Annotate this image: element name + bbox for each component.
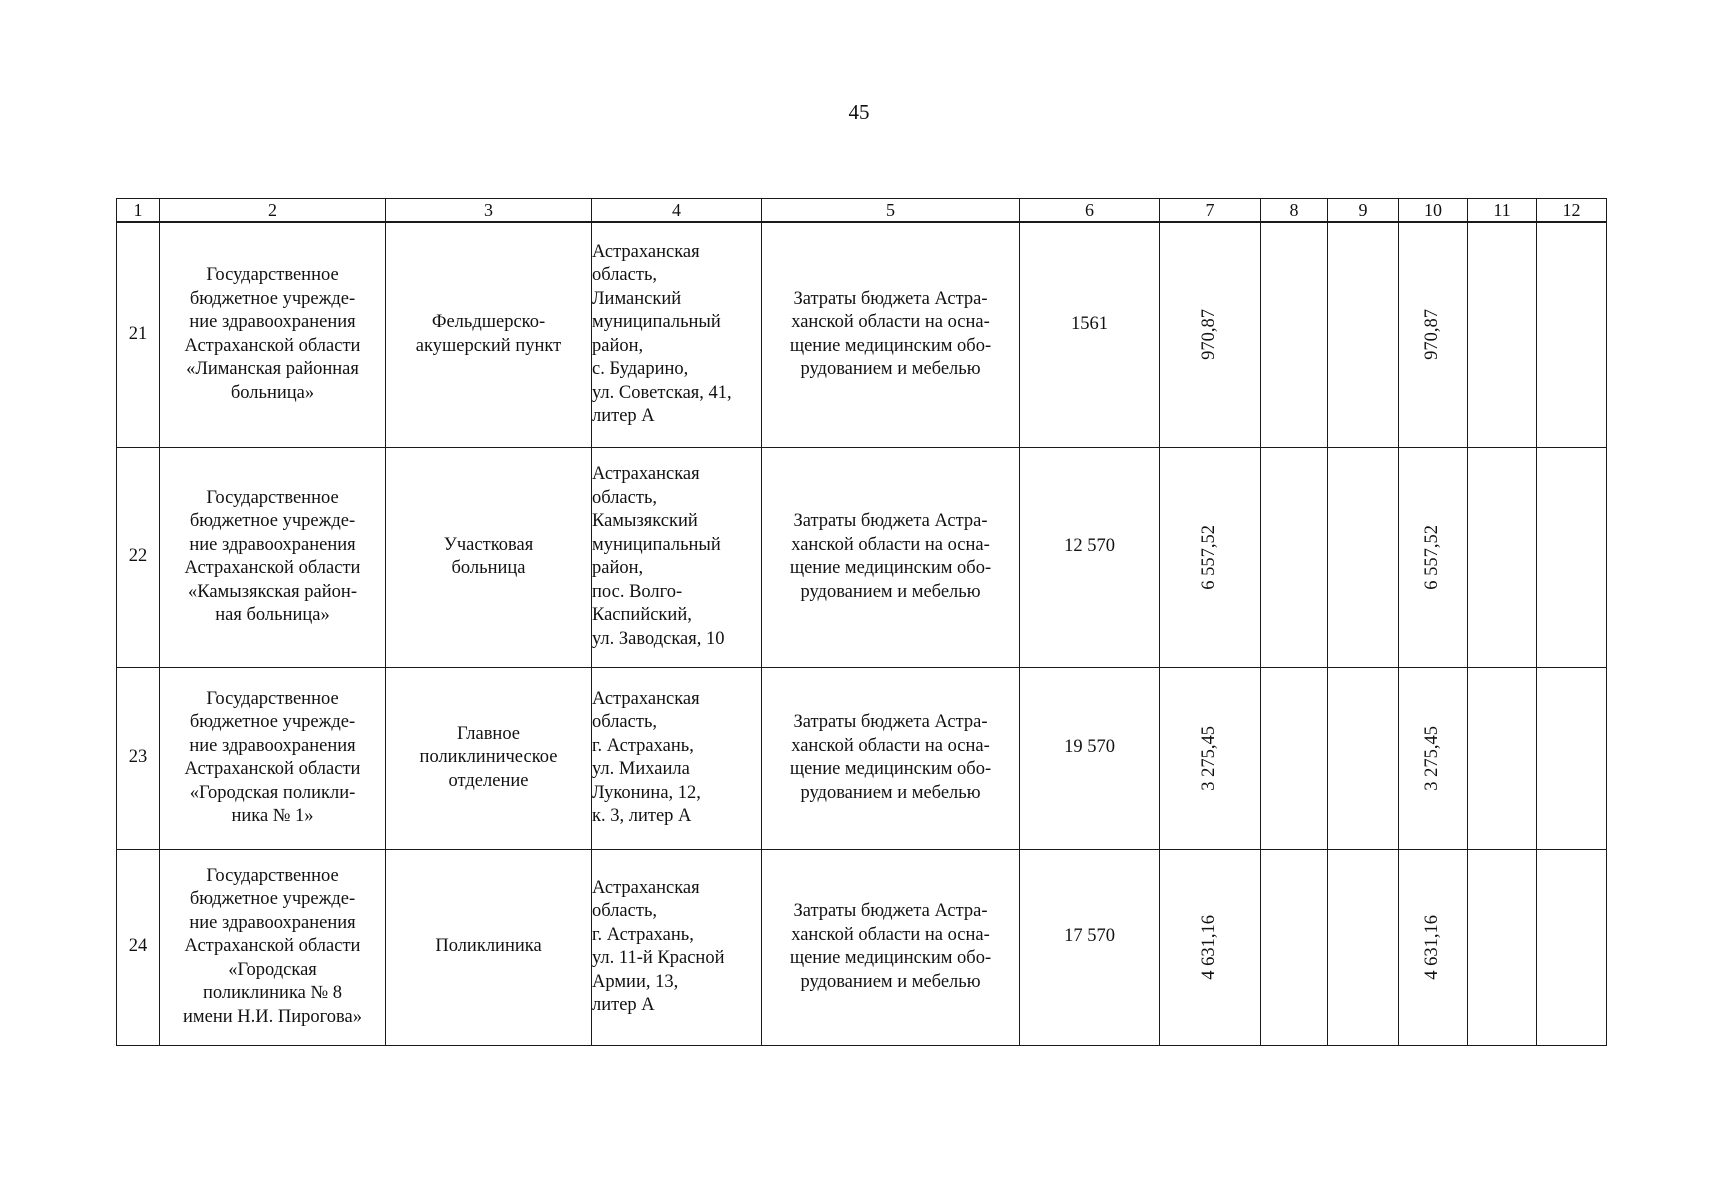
col8-cell — [1261, 849, 1328, 1045]
area-cell — [1020, 849, 1160, 1045]
row-number: 24 — [128, 936, 148, 957]
address-cell — [592, 222, 762, 447]
purpose: Затраты бюджета Астра- ханской области на осна- щение медицинским обо- рудованием и мебелью — [789, 901, 992, 992]
col9-cell — [1328, 667, 1399, 849]
column-header: 4 — [592, 199, 762, 223]
col7-value: 3 275,45 — [1199, 725, 1220, 791]
area-cell — [1020, 222, 1160, 447]
col11-cell — [1468, 667, 1537, 849]
column-header: 9 — [1328, 199, 1399, 223]
column-header: 7 — [1160, 199, 1261, 223]
purpose-cell — [762, 447, 1020, 667]
col9-cell — [1328, 447, 1399, 667]
row-number-cell — [117, 849, 160, 1045]
col9-cell — [1328, 222, 1399, 447]
facility-type: Главное поликлиническое отделение — [419, 723, 558, 791]
facility-type: Фельдшерско- акушерский пункт — [415, 312, 562, 356]
facility-type-cell — [386, 447, 592, 667]
column-header: 2 — [160, 199, 386, 223]
organization-cell — [160, 849, 386, 1045]
column-header: 5 — [762, 199, 1020, 223]
address-cell — [592, 447, 762, 667]
col10-value: 4 631,16 — [1422, 914, 1443, 980]
table-row — [117, 667, 1607, 849]
area-value: 12 570 — [1064, 536, 1115, 557]
page-number: 45 — [848, 100, 870, 124]
column-header: 8 — [1261, 199, 1328, 223]
organization-name: Государственное бюджетное учрежде- ние здравоохранения Астраханской области «Камызякская район- ная больница» — [184, 487, 361, 625]
facility-type-cell — [386, 849, 592, 1045]
col7-cell — [1160, 849, 1261, 1045]
address: Астраханская область, Камызякский муниципальный район, пос. Волго- Каспийский, ул. Заводская, 10 — [592, 464, 725, 649]
area-cell — [1020, 667, 1160, 849]
table-row — [117, 447, 1607, 667]
col10-cell — [1399, 447, 1468, 667]
col10-cell — [1399, 849, 1468, 1045]
column-header: 6 — [1020, 199, 1160, 223]
area-cell — [1020, 447, 1160, 667]
facility-type: Участковая больница — [443, 534, 534, 578]
column-header: 12 — [1537, 199, 1607, 223]
purpose: Затраты бюджета Астра- ханской области на осна- щение медицинским обо- рудованием и мебелью — [789, 712, 992, 803]
col7-cell — [1160, 447, 1261, 667]
organization-name: Государственное бюджетное учрежде- ние здравоохранения Астраханской области «Городская поликли- ника № 1» — [184, 688, 361, 826]
table-header-row — [117, 199, 1607, 223]
facility-type-cell — [386, 222, 592, 447]
table-row — [117, 849, 1607, 1045]
row-number: 23 — [128, 747, 148, 768]
col7-value: 4 631,16 — [1199, 914, 1220, 980]
col7-value: 6 557,52 — [1199, 524, 1220, 590]
address: Астраханская область, Лиманский муниципальный район, с. Бударино, ул. Советская, 41, литер А — [592, 241, 732, 427]
table-row — [117, 222, 1607, 447]
facility-type-cell — [386, 667, 592, 849]
purpose-cell — [762, 222, 1020, 447]
col10-value: 6 557,52 — [1422, 524, 1443, 590]
col12-cell — [1537, 222, 1607, 447]
col9-cell — [1328, 849, 1399, 1045]
column-header: 11 — [1468, 199, 1537, 223]
col12-cell — [1537, 667, 1607, 849]
organization-name: Государственное бюджетное учрежде- ние здравоохранения Астраханской области «Лиманская районная больница» — [184, 265, 361, 403]
row-number-cell — [117, 447, 160, 667]
column-header: 10 — [1399, 199, 1468, 223]
col12-cell — [1537, 849, 1607, 1045]
address: Астраханская область, г. Астрахань, ул. 11-й Красной Армии, 13, литер А — [592, 877, 725, 1015]
address: Астраханская область, г. Астрахань, ул. Михаила Луконина, 12, к. 3, литер А — [592, 688, 701, 826]
organization-cell — [160, 447, 386, 667]
col10-value: 3 275,45 — [1422, 725, 1443, 791]
col11-cell — [1468, 222, 1537, 447]
col7-cell — [1160, 222, 1261, 447]
facilities-table — [116, 198, 1607, 1046]
col7-cell — [1160, 667, 1261, 849]
area-value: 1561 — [1071, 314, 1108, 334]
row-number-cell — [117, 667, 160, 849]
purpose-cell — [762, 849, 1020, 1045]
area-value: 17 570 — [1064, 926, 1115, 947]
col8-cell — [1261, 667, 1328, 849]
col10-value: 970,87 — [1422, 309, 1443, 361]
col8-cell — [1261, 222, 1328, 447]
col8-cell — [1261, 447, 1328, 667]
purpose: Затраты бюджета Астра- ханской области на осна- щение медицинским обо- рудованием и мебелью — [789, 288, 992, 380]
col12-cell — [1537, 447, 1607, 667]
organization-cell — [160, 667, 386, 849]
column-header: 3 — [386, 199, 592, 223]
row-number-cell — [117, 222, 160, 447]
row-number: 22 — [128, 546, 148, 567]
organization-cell — [160, 222, 386, 447]
col7-value: 970,87 — [1199, 309, 1220, 361]
address-cell — [592, 849, 762, 1045]
column-header: 1 — [117, 199, 160, 223]
col10-cell — [1399, 667, 1468, 849]
col11-cell — [1468, 849, 1537, 1045]
facility-type: Поликлиника — [435, 936, 542, 957]
row-number: 21 — [128, 324, 148, 344]
purpose-cell — [762, 667, 1020, 849]
area-value: 19 570 — [1064, 737, 1115, 758]
col10-cell — [1399, 222, 1468, 447]
organization-name: Государственное бюджетное учрежде- ние здравоохранения Астраханской области «Городская поликлиника № 8 имени Н.И. Пирогова» — [183, 865, 362, 1027]
purpose: Затраты бюджета Астра- ханской области на осна- щение медицинским обо- рудованием и мебелью — [789, 511, 992, 602]
address-cell — [592, 667, 762, 849]
col11-cell — [1468, 447, 1537, 667]
